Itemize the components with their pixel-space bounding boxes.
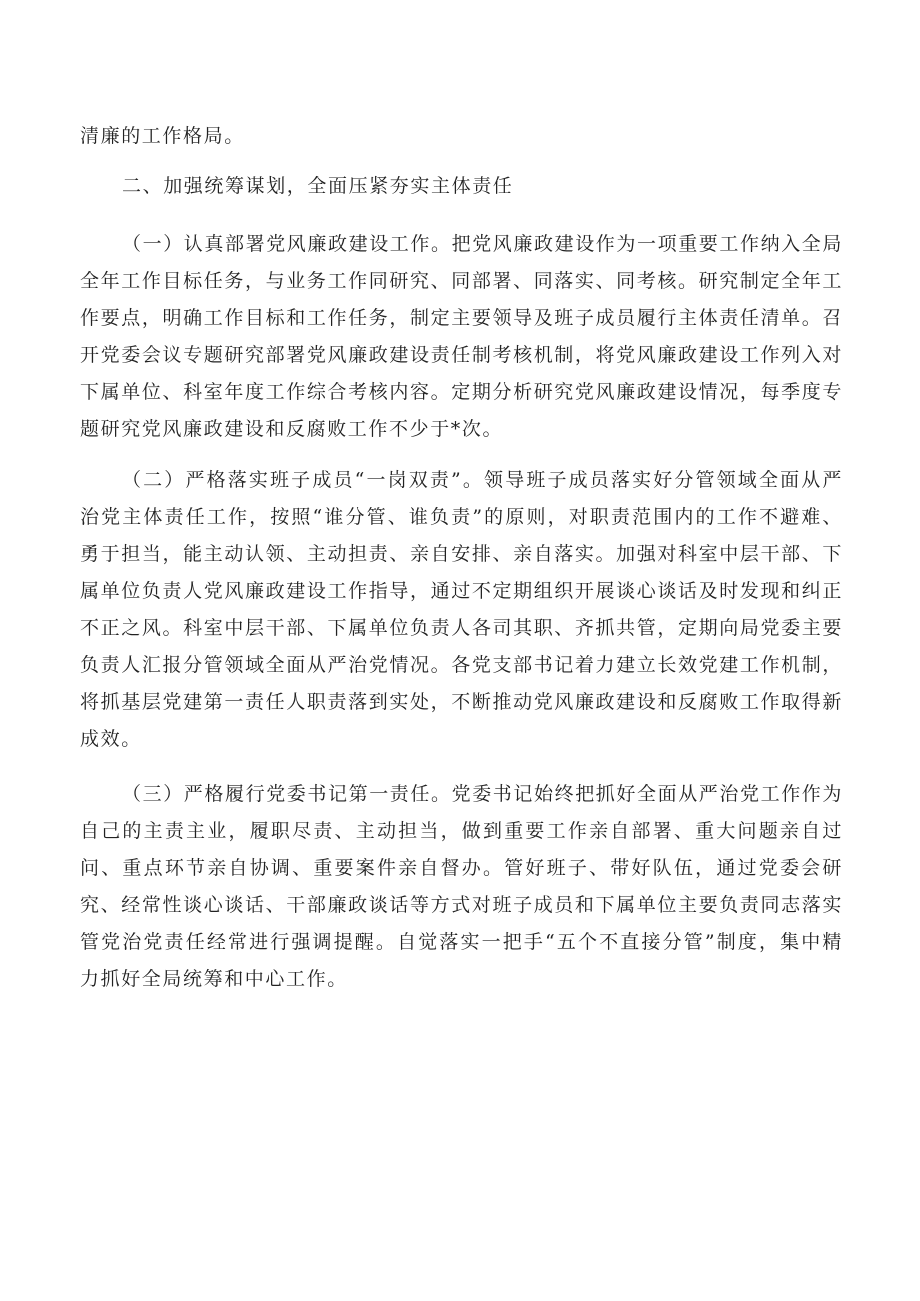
paragraph-item-1: （一）认真部署党风廉政建设工作。把党风廉政建设作为一项重要工作纳入全局全年工作目标任务，与业务工作同研究、同部署、同落实、同考核。研究制定全年工作要点，明确工作目标和工作任务，制定主要领导及班子成员履行主体责任清单。召开党委会议专题研究部署党风廉政建设责任制考核机制，将党风廉政建设工作列入对下属单位、科室年度工作综合考核内容。定期分析研究党风廉政建设情况，每季度专题研究党风廉政建设和反腐败工作不少于*次。 (80, 233, 844, 440)
paragraph-item-3: （三）严格履行党委书记第一责任。党委书记始终把抓好全面从严治党工作作为自己的主责主业，履职尽责、主动担当，做到重要工作亲自部署、重大问题亲自过问、重点环节亲自协调、重要案件亲自督办。管好班子、带好队伍，通过党委会研究、经常性谈心谈话、干部廉政谈话等方式对班子成员和下属单位主要负责同志落实管党治党责任经常进行强调提醒。自觉落实一把手“五个不直接分管”制度，集中精力抓好全局统筹和中心工作。 (80, 783, 844, 990)
paragraph-item-2: （二）严格落实班子成员“一岗双责”。领导班子成员落实好分管领域全面从严治党主体责任工作，按照“谁分管、谁负责”的原则，对职责范围内的工作不避难、勇于担当，能主动认领、主动担责、亲自安排、亲自落实。加强对科室中层干部、下属单位负责人党风廉政建设工作指导，通过不定期组织开展谈心谈话及时发现和纠正不正之风。科室中层干部、下属单位负责人各司其职、齐抓共管，定期向局党委主要负责人汇报分管领域全面从严治党情况。各党支部书记着力建立长效党建工作机制，将抓基层党建第一责任人职责落到实处，不断推动党风廉政建设和反腐败工作取得新成效。 (80, 469, 843, 750)
document-body (80, 118, 843, 998)
paragraph-continuation: 清廉的工作格局。 (80, 125, 245, 147)
section-heading: 二、加强统筹谋划，全面压紧夯实主体责任 (122, 175, 514, 197)
